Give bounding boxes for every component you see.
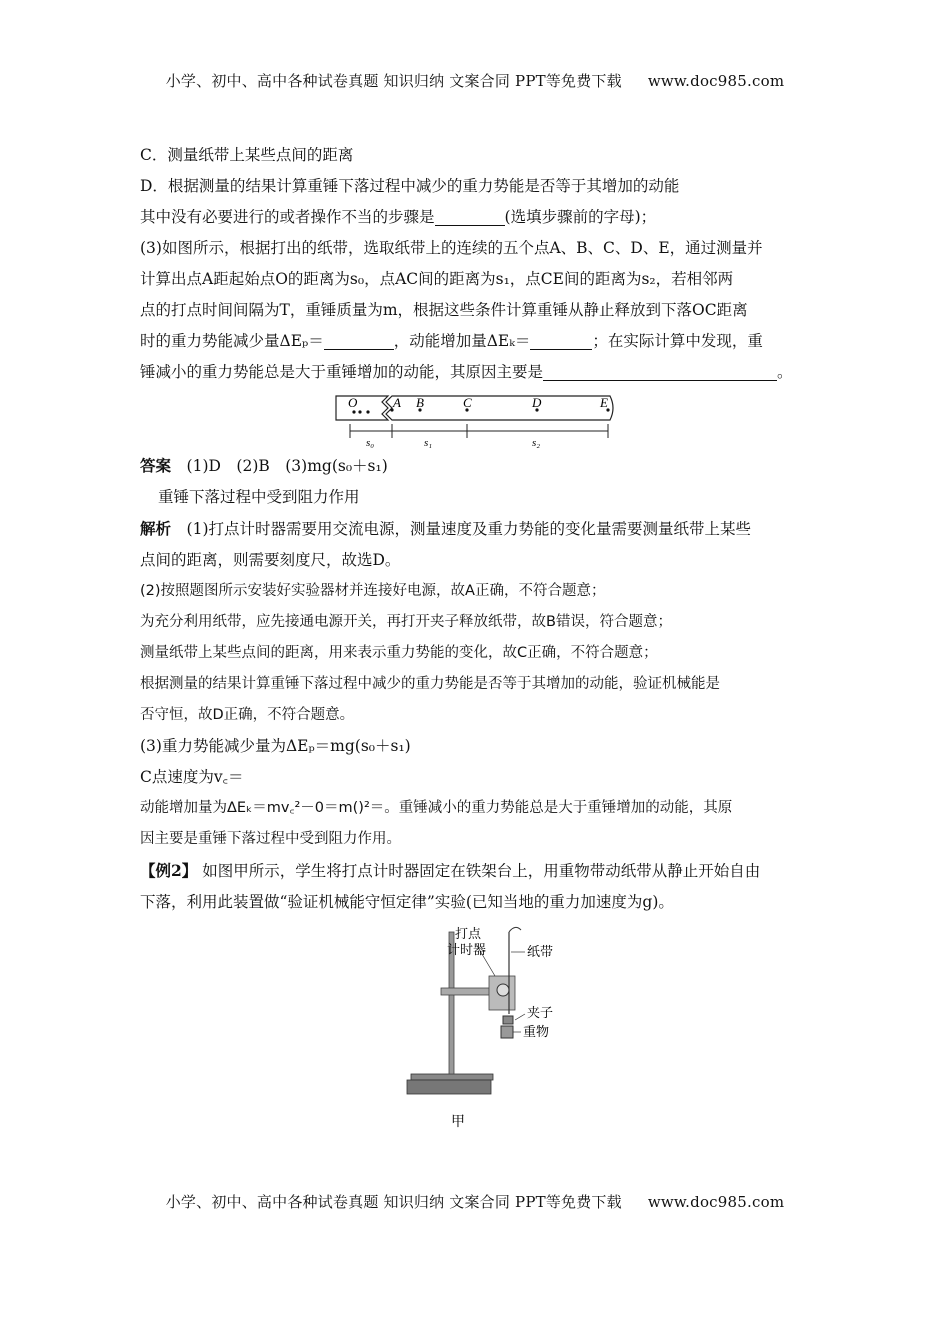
analysis-line-7: 否守恒，故D正确，不符合题意。 xyxy=(140,707,355,723)
point-label-c: C xyxy=(463,395,472,410)
tape-top-curl xyxy=(509,927,521,932)
answer-label: 答案 xyxy=(140,456,172,475)
segment-label-s2: s₂ xyxy=(532,437,541,448)
tape-dot-o2 xyxy=(358,410,361,413)
answer-line-2: 重锤下落过程中受到阻力作用 xyxy=(158,488,360,506)
option-d: D．根据测量的结果计算重锤下落过程中减少的重力势能是否等于其增加的动能 xyxy=(140,177,680,195)
base-top xyxy=(411,1074,493,1080)
analysis-line-1 xyxy=(140,513,816,545)
question-3-line-2: 计算出点A距起始点O的距离为s₀，点AC间的距离为s₁，点CE间的距离为s₂，若相邻两 xyxy=(140,270,734,288)
analysis-p1a: (1)打点计时器需要用交流电源，测量速度及重力势能的变化量需要测量纸带上某些 xyxy=(186,520,751,538)
label-timer-1: 打点 xyxy=(455,927,482,942)
q2-suffix: (选填步骤前的字母)； xyxy=(504,208,657,226)
tape-dot-o3 xyxy=(366,410,369,413)
option-c: C．测量纸带上某些点间的距离 xyxy=(140,146,354,164)
q3-ep-prefix: 时的重力势能减少量ΔEₚ＝ xyxy=(140,332,324,350)
document-body xyxy=(140,140,816,1138)
q3-line5-text: 锤减小的重力势能总是大于重锤增加的动能，其原因主要是 xyxy=(140,363,544,381)
analysis-line-10: 动能增加量为ΔEₖ＝mv꜀²－0＝m()²＝。重锤减小的重力势能总是大于重锤增加的动能，其原 xyxy=(140,800,733,816)
analysis-line-3: (2)按照题图所示安装好实验器材并连接好电源，故A正确，不符合题意； xyxy=(140,583,606,599)
page-header xyxy=(0,70,950,91)
label-timer-2: 计时器 xyxy=(447,943,487,958)
q3-ek-prefix: ，动能增加量ΔEₖ＝ xyxy=(393,332,531,350)
clip-leader-line xyxy=(515,1014,525,1020)
point-label-a: A xyxy=(393,395,401,410)
answer-line xyxy=(140,450,816,482)
q3-line4-suffix: ；在实际计算中发现，重 xyxy=(592,332,763,350)
q2-prefix: 其中没有必要进行的或者操作不当的步骤是 xyxy=(140,208,435,226)
answer-blank xyxy=(530,331,592,350)
stand-base xyxy=(407,1080,491,1094)
figure-caption: 甲 xyxy=(451,1114,465,1130)
point-label-d: D xyxy=(532,395,542,410)
point-label-b: B xyxy=(416,395,424,410)
question-3-line-4 xyxy=(140,326,816,357)
answer-text: (1)D (2)B (3)mg(s₀＋s₁) xyxy=(186,457,388,475)
analysis-line-4: 为充分利用纸带，应先接通电源开关，再打开夹子释放纸带，故B错误，符合题意； xyxy=(140,614,672,630)
footer-url[interactable]: www.doc985.com xyxy=(647,1193,785,1211)
apparatus-figure xyxy=(140,918,816,1138)
label-weight: 重物 xyxy=(523,1025,550,1040)
example-2-label: 【例2】 xyxy=(140,861,198,880)
timer-wheel xyxy=(497,984,509,996)
example-2-text-1: 如图甲所示，学生将打点计时器固定在铁架台上，用重物带动纸带从静止开始自由 xyxy=(202,862,761,880)
example-2-line-1 xyxy=(140,855,816,887)
answer-blank xyxy=(543,362,777,381)
analysis-line-5: 测量纸带上某些点间的距离，用来表示重力势能的变化，故C正确，不符合题意； xyxy=(140,645,658,661)
weight-shape xyxy=(501,1026,513,1038)
analysis-line-8: (3)重力势能减少量为ΔEₚ＝mg(s₀＋s₁) xyxy=(140,737,411,755)
label-tape: 纸带 xyxy=(527,945,554,960)
footer-text: 小学、初中、高中各种试卷真题 知识归纳 文案合同 PPT等免费下载 xyxy=(165,1193,622,1211)
clip-shape xyxy=(503,1016,513,1024)
clamp-arm xyxy=(441,988,493,995)
segment-label-s1: s₁ xyxy=(424,437,433,448)
analysis-line-2: 点间的距离，则需要刻度尺，故选D。 xyxy=(140,551,401,569)
analysis-line-6: 根据测量的结果计算重锤下落过程中减少的重力势能是否等于其增加的动能，验证机械能是 xyxy=(140,676,720,692)
tape-figure xyxy=(140,388,816,450)
example-2-line-2: 下落，利用此装置做“验证机械能守恒定律”实验(已知当地的重力加速度为g)。 xyxy=(140,893,674,911)
analysis-label: 解析 xyxy=(140,519,172,538)
question-3-line-1: (3)如图所示，根据打出的纸带，选取纸带上的连续的五个点A、B、C、D、E，通过测量并 xyxy=(140,239,763,257)
answer-blank xyxy=(324,331,394,350)
paper-tape-diagram xyxy=(330,390,620,448)
apparatus-diagram xyxy=(403,922,563,1134)
analysis-line-9: C点速度为v꜀＝ xyxy=(140,768,244,786)
segment-label-s0: s₀ xyxy=(366,437,375,448)
tape-dot-o1 xyxy=(352,410,355,413)
question-3-line-5 xyxy=(140,357,816,388)
question-2-line xyxy=(140,202,816,233)
header-text: 小学、初中、高中各种试卷真题 知识归纳 文案合同 PPT等免费下载 xyxy=(165,72,622,90)
analysis-line-11: 因主要是重锤下落过程中受到阻力作用。 xyxy=(140,831,401,847)
answer-blank xyxy=(435,207,505,226)
q3-line5-end: 。 xyxy=(777,363,793,381)
point-label-e: E xyxy=(600,395,608,410)
tape-left-piece xyxy=(336,396,388,420)
question-3-line-3: 点的打点时间间隔为T，重锤质量为m，根据这些条件计算重锤从静止释放到下落OC距离 xyxy=(140,301,748,319)
header-url[interactable]: www.doc985.com xyxy=(647,72,785,90)
page-footer xyxy=(0,1191,950,1212)
point-label-o: O xyxy=(348,395,358,410)
label-clip: 夹子 xyxy=(527,1006,554,1021)
